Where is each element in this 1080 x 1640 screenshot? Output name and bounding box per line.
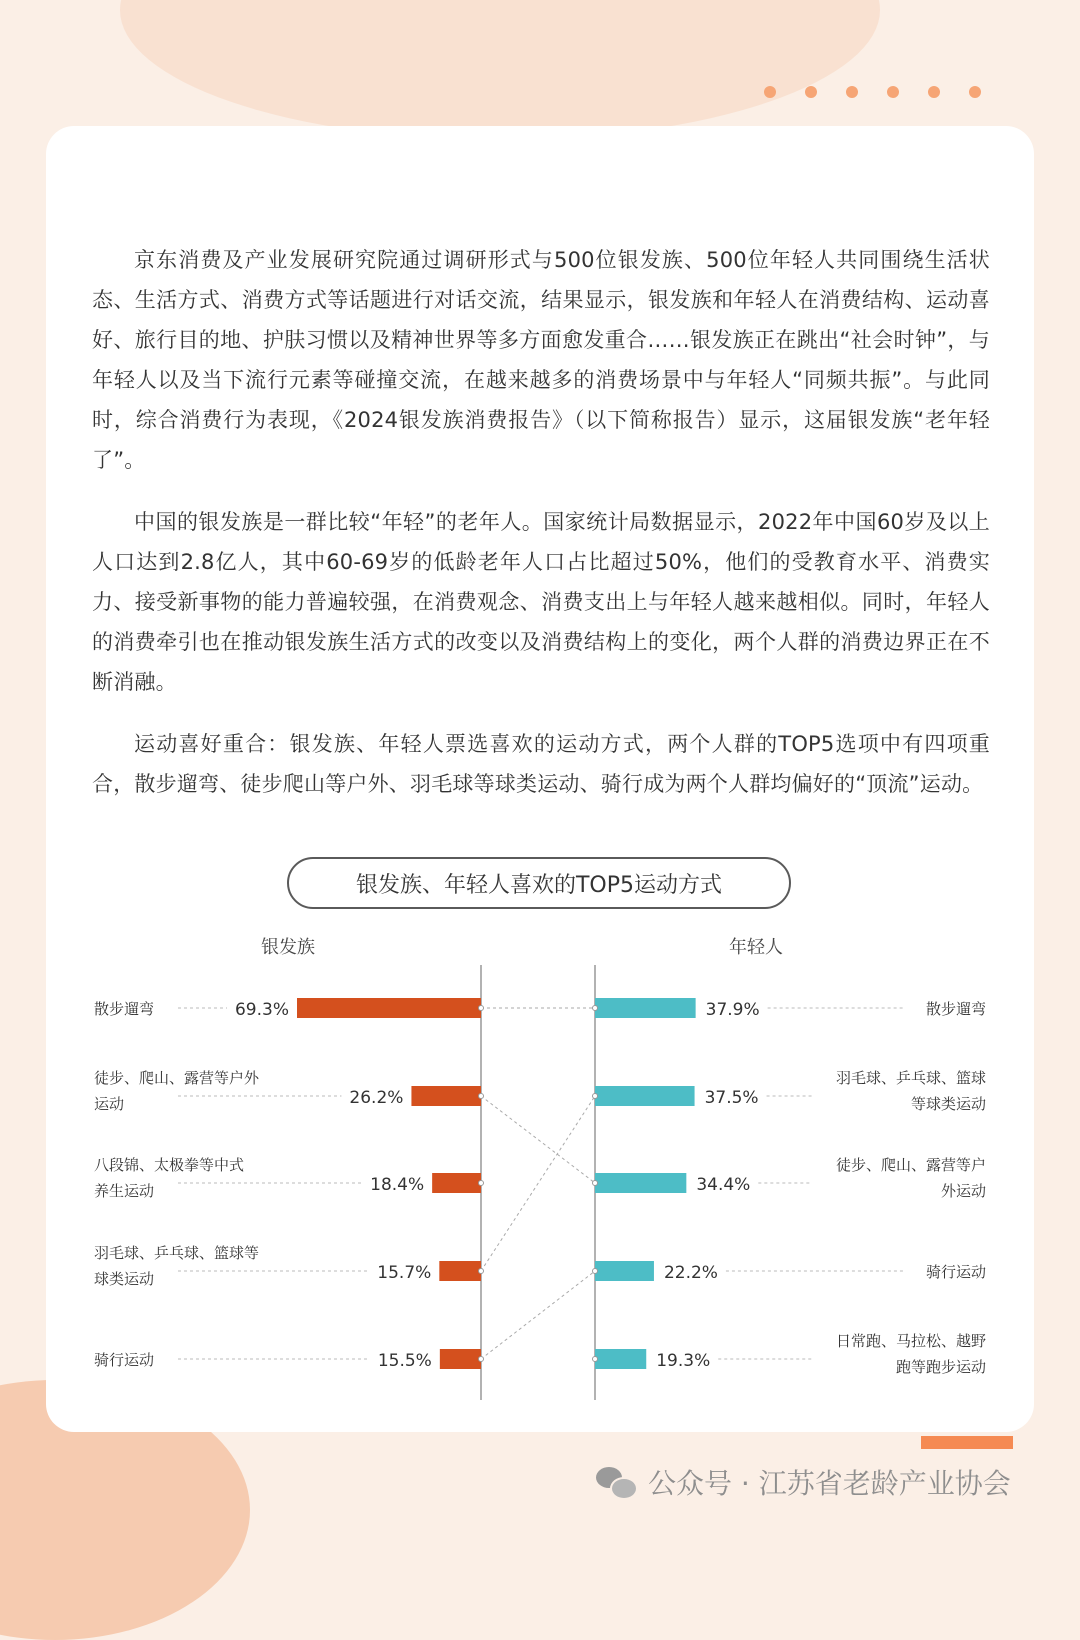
young-category-label: 散步遛弯 <box>925 1000 986 1018</box>
silver-bar <box>411 1086 481 1106</box>
young-value-label: 37.5% <box>704 1088 759 1108</box>
young-category-label: 等球类运动 <box>910 1095 986 1113</box>
silver-axis-marker <box>479 1006 484 1011</box>
young-axis-marker <box>593 1094 598 1099</box>
young-category-label: 外运动 <box>940 1182 986 1200</box>
young-axis-marker <box>593 1181 598 1186</box>
silver-category-label: 养生运动 <box>94 1182 155 1200</box>
watermark <box>596 1462 1011 1502</box>
chart-title: 银发族、年轻人喜欢的TOP5运动方式 <box>287 857 791 909</box>
young-value-label: 22.2% <box>663 1263 718 1283</box>
silver-value-label: 69.3% <box>234 1000 289 1020</box>
link-line <box>481 1096 595 1183</box>
silver-value-label: 18.4% <box>370 1175 425 1195</box>
paragraph-3: 运动喜好重合：银发族、年轻人票选喜欢的运动方式，两个人群的TOP5选项中有四项重合，散步遛弯、徒步爬山等户外、羽毛球等球类运动、骑行成为两个人群均偏好的“顶流”运动。 <box>92 732 990 796</box>
silver-value-label: 15.7% <box>377 1263 432 1283</box>
young-bar <box>595 1349 646 1369</box>
silver-category-label: 运动 <box>94 1095 125 1113</box>
young-value-label: 34.4% <box>696 1175 751 1195</box>
silver-value-label: 26.2% <box>349 1088 404 1108</box>
young-category-label: 日常跑、马拉松、越野 <box>835 1332 986 1350</box>
silver-axis-marker <box>479 1181 484 1186</box>
wechat-icon <box>596 1465 636 1499</box>
silver-axis-marker <box>479 1357 484 1362</box>
link-line <box>481 1096 595 1271</box>
young-category-label: 跑等跑步运动 <box>895 1358 986 1376</box>
link-line <box>481 1271 595 1359</box>
young-value-label: 37.9% <box>705 1000 760 1020</box>
young-axis-marker <box>593 1357 598 1362</box>
paragraph-2: 中国的银发族是一群比较“年轻”的老年人。国家统计局数据显示，2022年中国60岁及以上人口达到2.8亿人，其中60-69岁的低龄老年人口占比超过50%，他们的受教育水平、消费实力、接受新事物的能力普遍较强，在消费观念、消费支出上与年轻人越来越相似。同时，年轻人的消费牵引也在推动银发族生活方式的改变以及消费结构上的变化，两个人群的消费边界正在不断消融。 <box>92 510 990 694</box>
young-bar <box>595 998 696 1018</box>
silver-series-label: 银发族 <box>261 937 315 958</box>
silver-category-label: 徒步、爬山、露营等户外 <box>94 1069 260 1087</box>
silver-bar <box>432 1173 481 1193</box>
young-category-label: 骑行运动 <box>925 1263 986 1281</box>
silver-category-label: 骑行运动 <box>94 1351 155 1369</box>
silver-bar <box>439 1261 481 1281</box>
silver-category-label: 球类运动 <box>94 1270 155 1288</box>
silver-category-label: 羽毛球、乒乓球、篮球等 <box>94 1244 260 1262</box>
young-category-label: 羽毛球、乒乓球、篮球 <box>835 1069 986 1087</box>
young-bar <box>595 1173 686 1193</box>
young-bar <box>595 1261 654 1281</box>
paragraph-1: 京东消费及产业发展研究院通过调研形式与500位银发族、500位年轻人共同围绕生活状态、生活方式、消费方式等话题进行对话交流，结果显示，银发族和年轻人在消费结构、运动喜好、旅行目的地、护肤习惯以及精神世界等多方面愈发重合……银发族正在跳出“社会时钟”，与年轻人以及当下流行元素等碰撞交流，在越来越多的消费场景中与年轻人“同频共振”。与此同时，综合消费行为表现，《2024银发族消费报告》（以下简称报告）显示，这届银发族“老年轻了”。 <box>92 248 990 472</box>
silver-axis-marker <box>479 1269 484 1274</box>
watermark-text: 公众号 · 江苏省老龄产业协会 <box>648 1467 1011 1500</box>
young-value-label: 19.3% <box>656 1351 711 1371</box>
silver-bar <box>297 998 481 1018</box>
silver-category-label: 八段锦、太极拳等中式 <box>94 1156 245 1174</box>
young-bar <box>595 1086 695 1106</box>
silver-axis-marker <box>479 1094 484 1099</box>
silver-value-label: 15.5% <box>377 1351 432 1371</box>
young-series-label: 年轻人 <box>729 937 783 958</box>
silver-category-label: 散步遛弯 <box>94 1000 155 1018</box>
accent-bar <box>921 1436 1013 1449</box>
young-axis-marker <box>593 1006 598 1011</box>
silver-bar <box>440 1349 481 1369</box>
young-axis-marker <box>593 1269 598 1274</box>
young-category-label: 徒步、爬山、露营等户 <box>835 1156 986 1174</box>
